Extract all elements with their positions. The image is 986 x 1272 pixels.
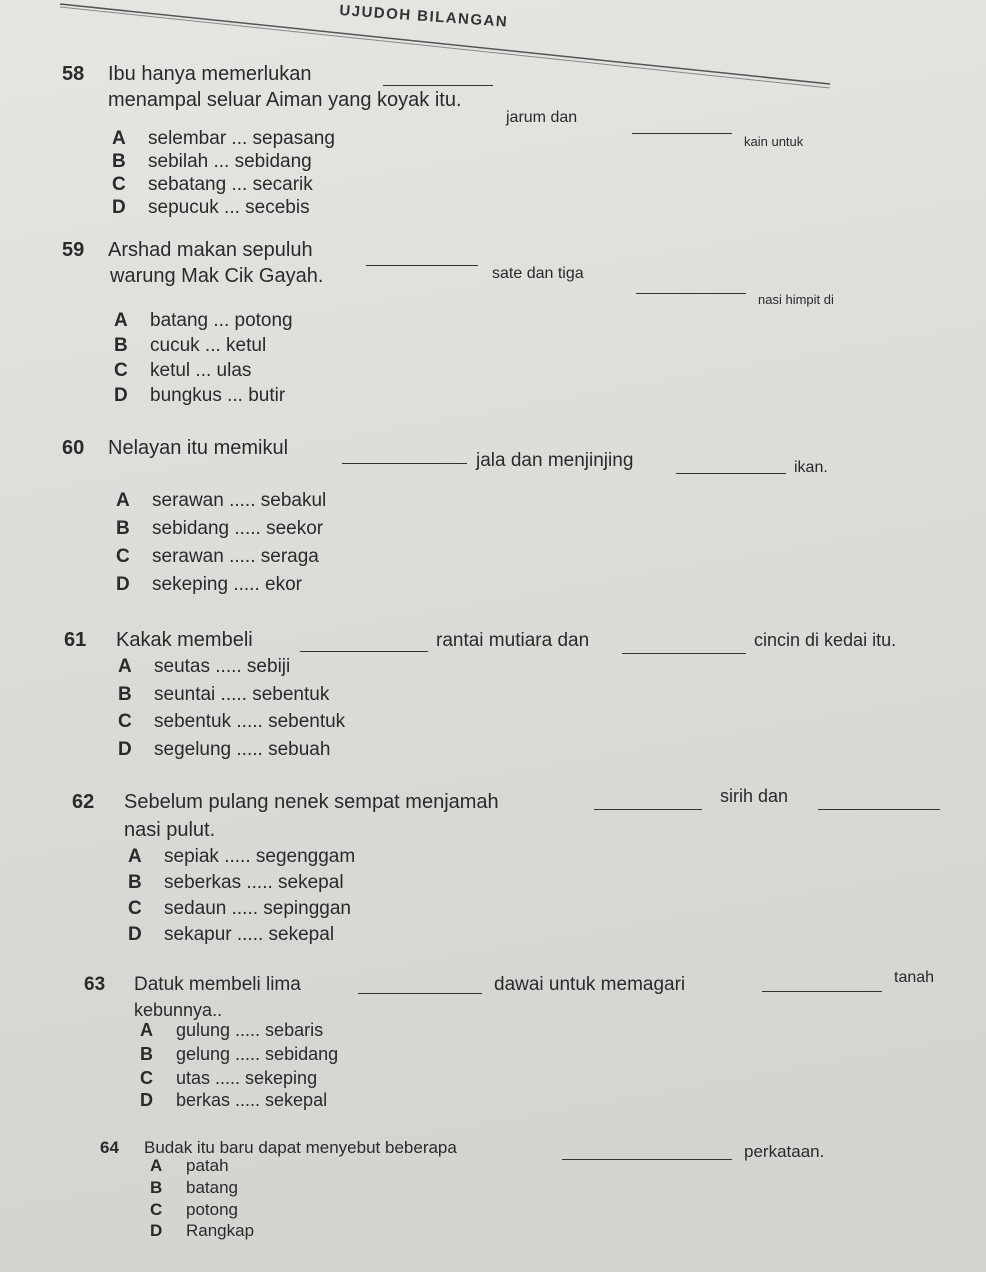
question-number: 58 [62,63,85,85]
question-number: 59 [62,239,85,261]
question-text-line2: nasi pulut. [124,819,216,841]
option-b: B seuntai ..... sebentuk [118,684,330,705]
answer-blank[interactable] [762,990,882,992]
answer-blank[interactable] [636,292,746,294]
question-text-line2: warung Mak Cik Gayah. [110,265,324,287]
option-b: B seberkas ..... sekepal [128,872,344,893]
question-text-line2: kebunnya.. [134,1000,223,1020]
answer-blank[interactable] [622,652,746,654]
question-number: 64 [100,1138,119,1157]
question-text-mid: rantai mutiara dan [436,630,590,651]
option-d: D bungkus ... butir [114,385,286,406]
answer-blank[interactable] [594,808,702,810]
option-a: A patah [150,1156,229,1175]
question-text-end: kain untuk [744,134,804,149]
question-text-line1: Kakak membeli [116,629,253,651]
page-header: UJUDOH BILANGAN [338,2,509,31]
question-text-line1: Nelayan itu memikul [108,437,289,459]
question-text-mid: jala dan menjinjing [476,450,634,471]
option-c: C sebatang ... secarik [112,174,313,195]
answer-blank[interactable] [383,84,493,86]
option-c: C sedaun ..... sepinggan [128,898,351,919]
question-text-line1: Datuk membeli lima [134,974,301,995]
answer-blank[interactable] [300,650,428,652]
question-text-line1: Budak itu baru dapat menyebut beberapa [144,1138,457,1157]
question-number: 63 [84,974,106,995]
question-text-mid: sirih dan [720,786,789,806]
question-text-line1: Arshad makan sepuluh [108,239,313,261]
option-d: D sekapur ..... sekepal [128,924,335,945]
question-text-mid: jarum dan [506,109,578,126]
option-d: D Rangkap [150,1221,255,1240]
answer-blank[interactable] [818,808,940,810]
question-text-line2: menampal seluar Aiman yang koyak itu. [108,89,462,111]
option-d: D segelung ..... sebuah [118,739,331,760]
question-text-end: tanah [894,969,935,986]
answer-blank[interactable] [632,132,732,134]
option-d: D sekeping ..... ekor [116,574,302,595]
question-text-end: perkataan. [744,1142,825,1161]
option-a: A seutas ..... sebiji [118,656,291,677]
option-c: C ketul ... ulas [114,360,252,381]
option-d: D sepucuk ... secebis [112,197,310,218]
answer-blank[interactable] [366,264,478,266]
option-a: A gulung ..... sebaris [140,1020,324,1040]
question-text-end: ikan. [794,459,828,476]
option-a: A selembar ... sepasang [112,128,335,149]
option-c: C potong [150,1200,238,1219]
option-b: B cucuk ... ketul [114,335,267,356]
question-number: 62 [72,791,95,813]
answer-blank[interactable] [562,1158,732,1160]
question-text-line1: Sebelum pulang nenek sempat menjamah [124,791,499,813]
option-a: A serawan ..... sebakul [116,490,327,511]
question-text-mid: dawai untuk memagari [494,974,686,995]
question-text-line1: Ibu hanya memerlukan [108,63,312,85]
answer-blank[interactable] [342,462,467,464]
answer-blank[interactable] [358,992,482,994]
option-c: C sebentuk ..... sebentuk [118,711,346,732]
option-b: B sebidang ..... seekor [116,518,324,539]
option-a: A batang ... potong [114,310,293,331]
option-d: D berkas ..... sekepal [140,1090,328,1110]
option-b: B gelung ..... sebidang [140,1044,339,1064]
question-text-end: nasi himpit di [758,292,834,307]
option-c: C serawan ..... seraga [116,546,319,567]
question-text-mid: sate dan tiga [492,265,584,282]
question-number: 60 [62,437,85,459]
option-b: B sebilah ... sebidang [112,151,312,172]
question-number: 61 [64,629,87,651]
question-text-end: cincin di kedai itu. [754,630,897,650]
option-c: C utas ..... sekeping [140,1068,318,1088]
option-b: B batang [150,1178,238,1197]
option-a: A sepiak ..... segenggam [128,846,356,867]
answer-blank[interactable] [676,472,786,474]
